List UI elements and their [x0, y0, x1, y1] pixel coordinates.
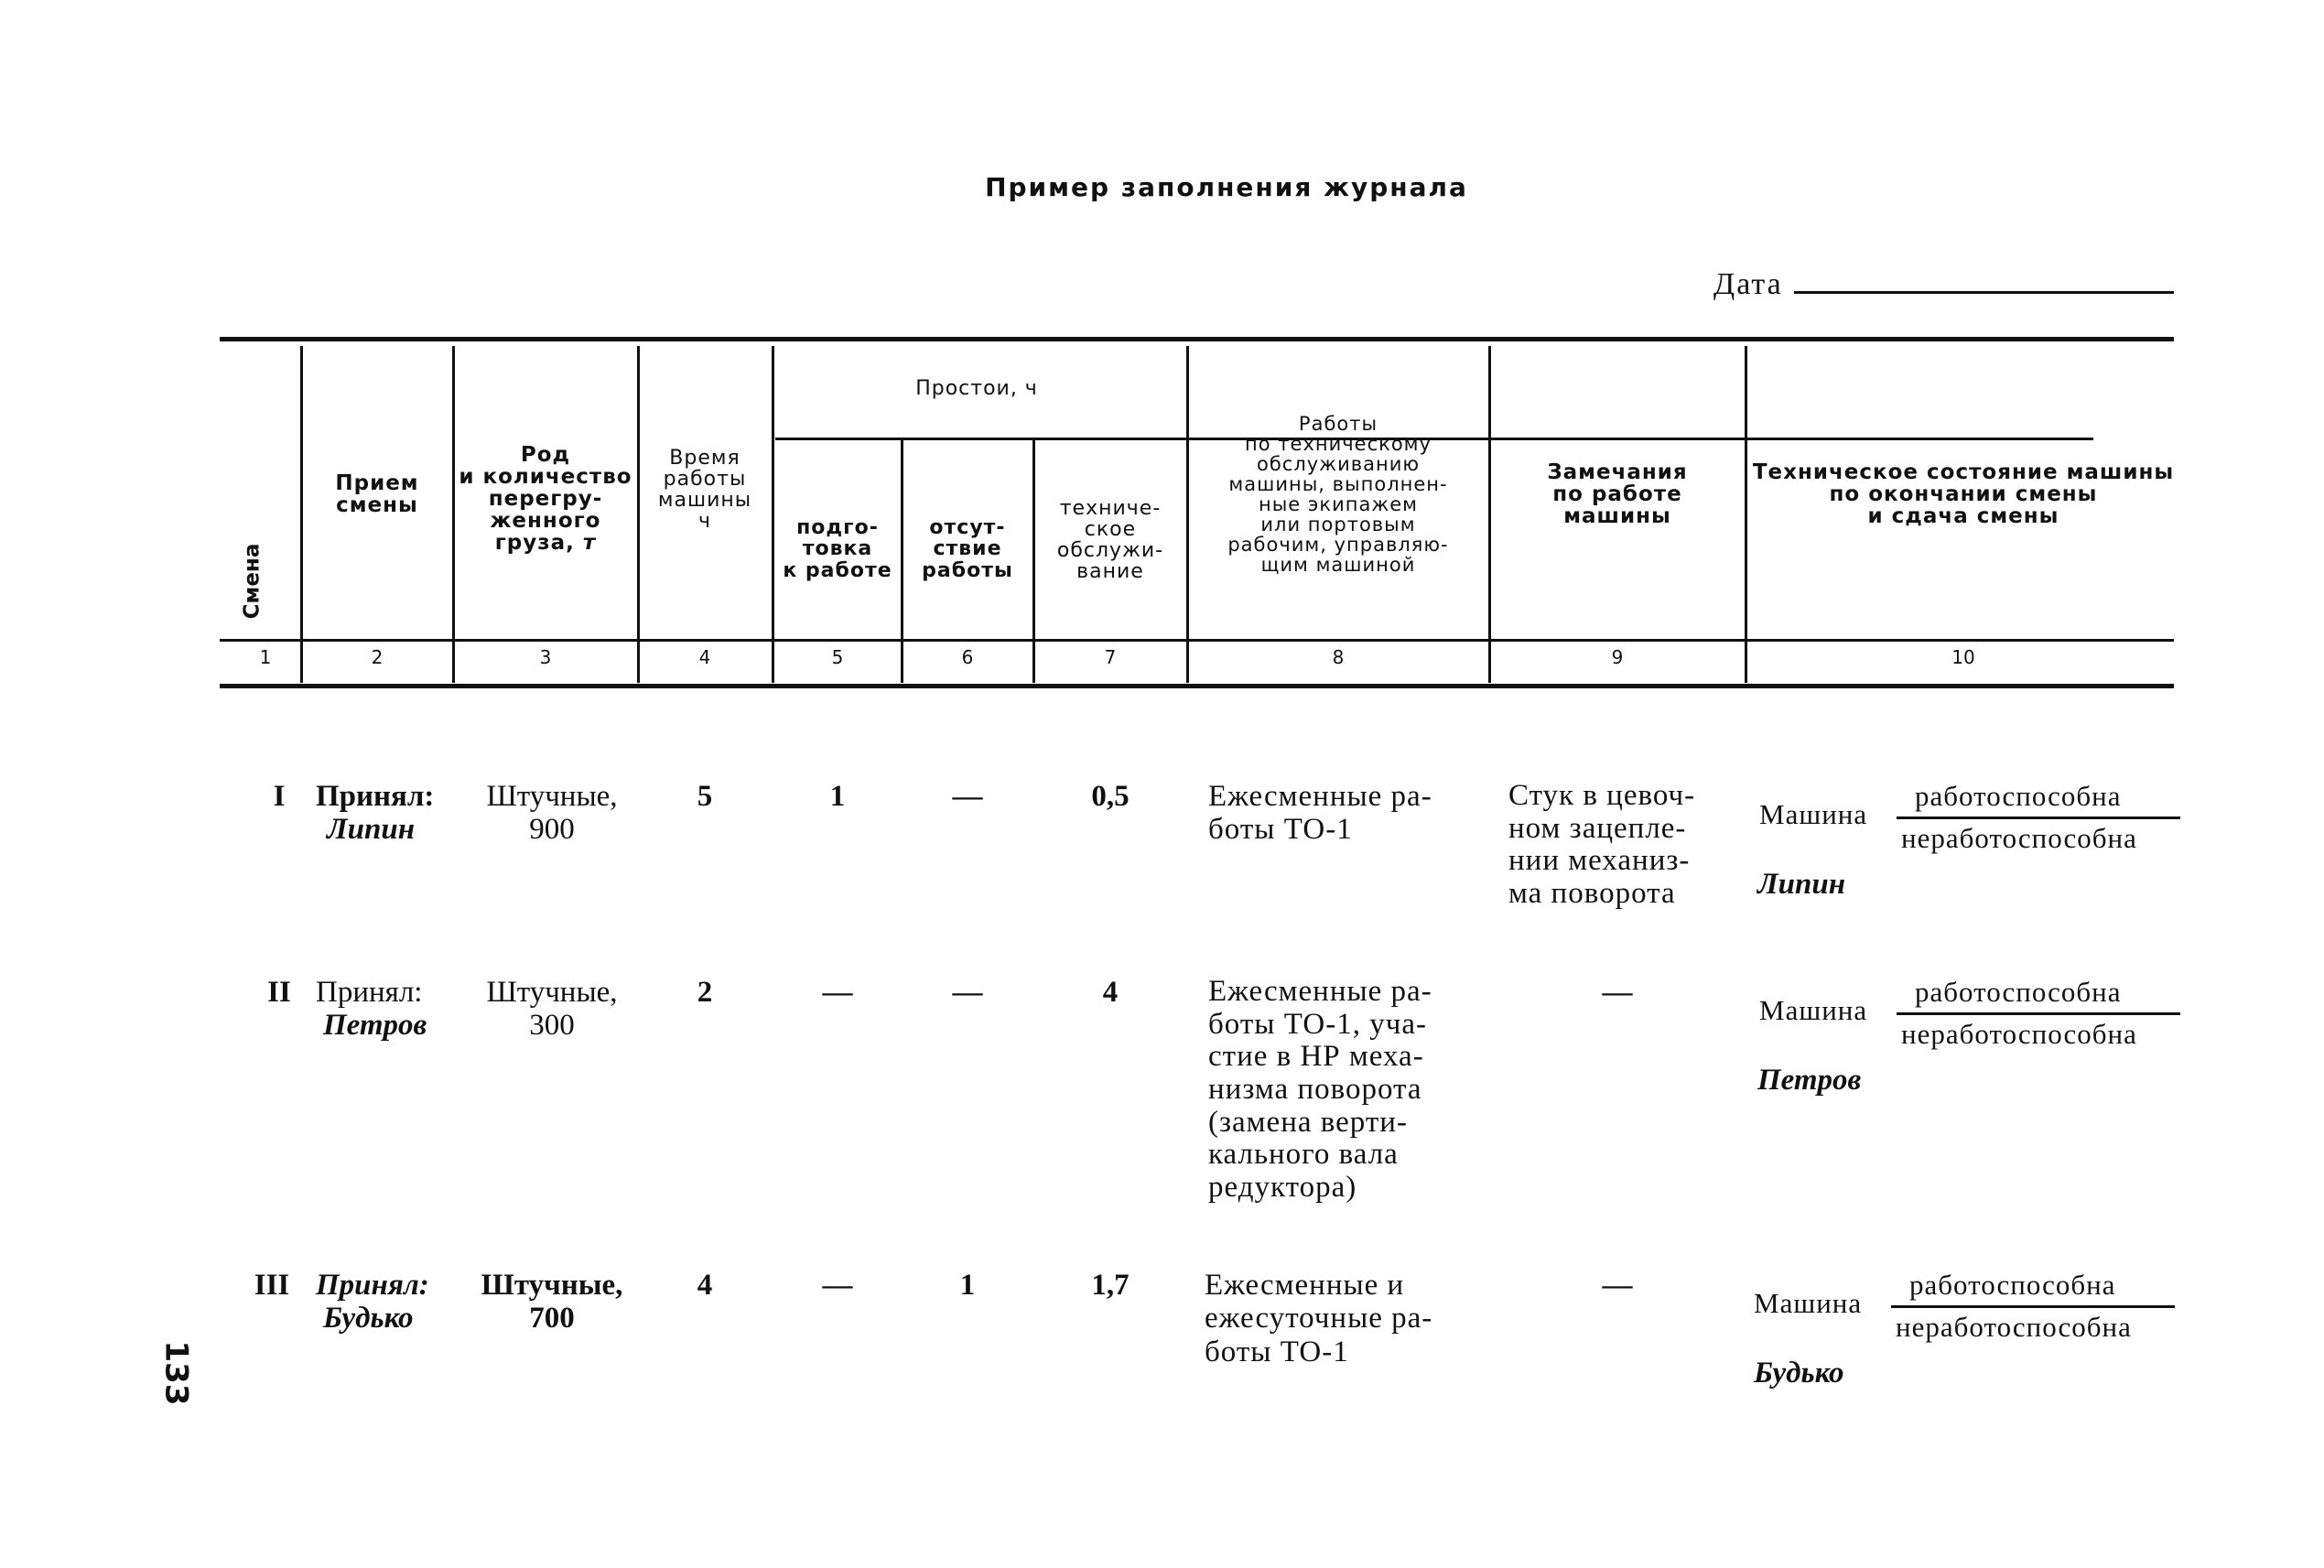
- col-divider-2: [452, 346, 455, 683]
- header-maintenance: техниче- ское обслужи- вание: [1056, 496, 1164, 584]
- row-accepted: Принял: Будько: [316, 1269, 429, 1336]
- row-maintenance: 1,7: [1091, 1269, 1130, 1302]
- row-prep: 1: [829, 780, 846, 813]
- row-works: Ежесменные и ежесуточные ра- боты ТО-1: [1205, 1269, 1433, 1368]
- col-divider-6: [1032, 438, 1035, 683]
- table-top-rule: [220, 337, 2174, 341]
- col-number-4: 4: [698, 646, 711, 668]
- row-accepted: Принял: Липин: [316, 780, 435, 847]
- row-handover-name: Будько: [1754, 1357, 1844, 1390]
- row-cargo: Штучные, 900: [486, 780, 618, 847]
- row-remarks: —: [1602, 1269, 1633, 1302]
- col-divider-5: [901, 438, 903, 683]
- header-shift: Смена: [240, 543, 265, 620]
- row-shift: III: [254, 1269, 290, 1302]
- col-divider-4: [772, 346, 774, 683]
- row-technical-state: Машина работоспособна неработоспособна: [1759, 780, 2180, 835]
- col-divider-3: [637, 346, 640, 683]
- col-number-2: 2: [371, 646, 384, 668]
- row-prep: —: [822, 976, 853, 1009]
- col-number-8: 8: [1332, 646, 1345, 668]
- header-shift-acceptance: Прием смены: [335, 470, 419, 517]
- row-handover-name: Петров: [1757, 1064, 1862, 1097]
- row-cargo: Штучные, 700: [481, 1269, 623, 1336]
- row-prep: —: [822, 1269, 853, 1302]
- col-divider-7: [1186, 346, 1189, 683]
- row-remarks: Стук в цевоч- ном зацепле- нии механиз- ма поворота: [1508, 779, 1696, 910]
- header-work-time: Время работы машины ч: [657, 446, 752, 534]
- col-divider-9: [1745, 346, 1747, 683]
- col-divider-8: [1488, 346, 1491, 683]
- header-technical-state: Техническое состояние машины по окончании смены и сдача смены: [1752, 460, 2175, 529]
- numbers-top-rule: [220, 639, 2174, 642]
- row-works: Ежесменные ра- боты ТО-1, уча- стие в НР меха- низма поворота (замена верти- кального вала редуктора): [1208, 975, 1432, 1204]
- row-absence: 1: [959, 1269, 976, 1302]
- row-remarks: —: [1602, 976, 1633, 1009]
- date-field-line: [1794, 291, 2174, 294]
- col-number-6: 6: [961, 646, 974, 668]
- fraction-bar: [1891, 1305, 2175, 1308]
- row-works: Ежесменные ра- боты ТО-1: [1208, 780, 1432, 847]
- row-cargo: Штучные, 300: [486, 976, 618, 1043]
- row-shift: I: [273, 780, 286, 813]
- date-label: Дата: [1713, 267, 1783, 301]
- col-number-1: 1: [259, 646, 272, 668]
- col-divider-1: [300, 346, 303, 683]
- col-number-9: 9: [1611, 646, 1624, 668]
- fraction-bar: [1897, 1012, 2180, 1015]
- row-shift: II: [267, 976, 291, 1009]
- table-bottom-rule: [220, 684, 2174, 688]
- row-absence: —: [952, 976, 983, 1009]
- col-number-3: 3: [539, 646, 552, 668]
- col-number-7: 7: [1104, 646, 1117, 668]
- row-work-hours: 2: [697, 976, 713, 1009]
- fraction-bar: [1897, 816, 2180, 819]
- page-title: Пример заполнения журнала: [985, 172, 1468, 202]
- row-work-hours: 5: [697, 780, 713, 813]
- page-number: 133: [157, 1340, 195, 1406]
- row-technical-state: Машина работоспособна неработоспособна: [1759, 976, 2180, 1031]
- row-handover-name: Липин: [1757, 868, 1846, 901]
- row-accepted: Принял: Петров: [316, 976, 427, 1043]
- col-number-10: 10: [1951, 646, 1975, 668]
- header-remarks: Замечания по работе машины: [1547, 460, 1688, 529]
- header-absence: отсут- ствие работы: [922, 516, 1013, 582]
- row-maintenance: 4: [1102, 976, 1119, 1009]
- row-maintenance: 0,5: [1091, 780, 1130, 813]
- header-maintenance-works: Работы по техническому обслуживанию машины, выполнен- ные экипажем или портовым рабочим, управляю- щим машиной: [1227, 412, 1449, 577]
- col-number-5: 5: [831, 646, 844, 668]
- header-downtime-group: Простои, ч: [915, 377, 1038, 401]
- row-absence: —: [952, 780, 983, 813]
- row-work-hours: 4: [697, 1269, 713, 1302]
- header-cargo: Род и количество перегру- женного груза, т: [459, 442, 632, 556]
- header-preparation: подго- товка к работе: [783, 516, 892, 582]
- row-technical-state: Машина работоспособна неработоспособна: [1754, 1269, 2175, 1324]
